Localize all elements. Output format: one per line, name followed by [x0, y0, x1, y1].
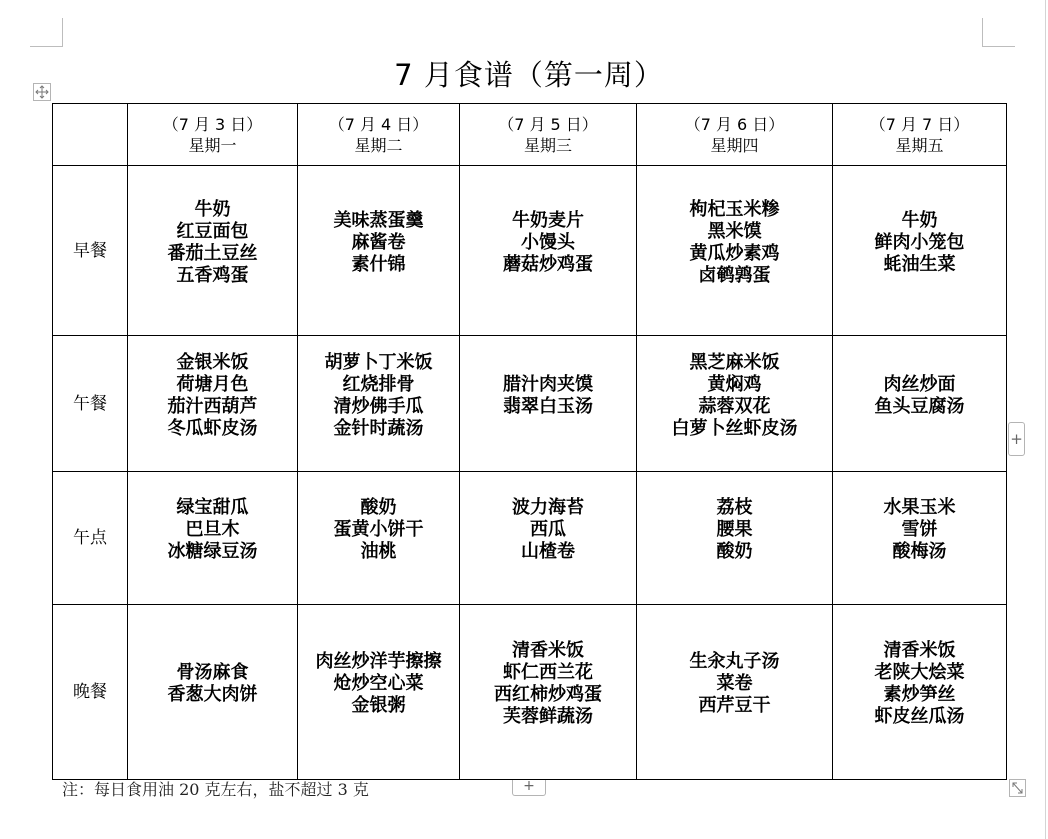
dish-item: 骨汤麻食 — [176, 662, 249, 683]
dish-cell[interactable] — [460, 605, 637, 780]
meal-label[interactable]: 午点 — [53, 472, 128, 605]
menu-table — [52, 103, 1007, 780]
day-header-cell[interactable] — [298, 104, 460, 166]
day-header-cell[interactable] — [460, 104, 637, 166]
window-right-edge — [1045, 0, 1046, 839]
dish-cell[interactable] — [298, 166, 460, 336]
dish-item: 西芹豆干 — [698, 695, 771, 716]
dish-item: 酸奶 — [716, 541, 753, 562]
dish-item: 蛋黄小饼干 — [333, 519, 424, 540]
header-row — [53, 104, 1007, 166]
dish-item: 五香鸡蛋 — [176, 264, 249, 286]
dish-item: 素什锦 — [351, 253, 406, 275]
dish-item: 荔枝 — [716, 497, 753, 518]
meal-label[interactable]: 早餐 — [53, 166, 128, 336]
dish-item: 蘑菇炒鸡蛋 — [503, 253, 593, 275]
dish-item: 雪饼 — [901, 519, 938, 540]
dish-item: 肉丝炒洋芋擦擦 — [315, 651, 442, 672]
dish-item: 茄汁西葫芦 — [167, 395, 258, 417]
dish-item: 素炒笋丝 — [883, 684, 956, 705]
dish-item: 金针时蔬汤 — [333, 417, 424, 439]
crop-mark-top-left-horizontal — [30, 46, 63, 47]
four-arrow-move-icon — [34, 84, 50, 100]
dish-item: 牛奶 — [194, 198, 231, 220]
dish-item: 牛奶麦片 — [512, 209, 584, 231]
dish-cell[interactable] — [128, 166, 298, 336]
dish-item: 虾皮丝瓜汤 — [874, 706, 965, 727]
dish-item: 美味蒸蛋羹 — [333, 209, 424, 231]
dish-item: 老陕大烩菜 — [874, 662, 965, 683]
dish-item: 黄焖鸡 — [707, 373, 762, 395]
dish-item: 冬瓜虾皮汤 — [167, 417, 258, 439]
dish-item: 波力海苔 — [512, 497, 584, 518]
dish-item: 清香米饭 — [883, 640, 956, 661]
dish-cell[interactable] — [833, 166, 1007, 336]
page-title[interactable]: 7 月食谱（第一周） — [394, 58, 664, 92]
dish-cell[interactable] — [128, 336, 298, 472]
dish-item: 肉丝炒面 — [883, 373, 956, 395]
dish-item: 山楂卷 — [521, 541, 575, 562]
meal-label[interactable]: 晚餐 — [53, 605, 128, 780]
dish-item: 生汆丸子汤 — [689, 651, 780, 672]
crop-mark-top-right-vertical — [982, 18, 983, 47]
dish-cell[interactable] — [460, 166, 637, 336]
dish-item: 菜卷 — [716, 673, 753, 694]
add-row-button[interactable]: + — [512, 780, 546, 796]
dish-item: 虾仁西兰花 — [503, 662, 593, 683]
dish-cell[interactable] — [637, 472, 833, 605]
dish-cell[interactable] — [637, 605, 833, 780]
dish-cell[interactable] — [637, 336, 833, 472]
dish-item: 红豆面包 — [176, 220, 249, 242]
meal-row-breakfast — [53, 166, 1007, 336]
dish-cell[interactable] — [298, 336, 460, 472]
dish-item: 小馒头 — [521, 231, 575, 253]
dish-item: 麻酱卷 — [351, 231, 406, 253]
meal-row-snack — [53, 472, 1007, 605]
dish-item: 枸杞玉米糁 — [689, 198, 780, 220]
crop-mark-top-right-horizontal — [982, 46, 1015, 47]
dish-item: 油桃 — [360, 541, 397, 562]
add-column-button[interactable]: + — [1008, 422, 1025, 456]
dish-item: 胡萝卜丁米饭 — [324, 351, 433, 373]
day-weekday: 星期一 — [188, 135, 237, 155]
dish-item: 卤鹌鹑蛋 — [698, 264, 771, 286]
dish-cell[interactable] — [833, 336, 1007, 472]
day-header-cell[interactable] — [833, 104, 1007, 166]
dish-item: 冰糖绿豆汤 — [167, 541, 258, 562]
crop-mark-top-left-vertical — [62, 18, 63, 47]
meal-label[interactable]: 午餐 — [53, 336, 128, 472]
dish-item: 清香米饭 — [512, 640, 584, 661]
dish-item: 蚝油生菜 — [883, 253, 956, 275]
dish-cell[interactable] — [460, 472, 637, 605]
dish-item: 牛奶 — [901, 209, 938, 231]
meal-row-dinner — [53, 605, 1007, 780]
day-weekday: 星期五 — [895, 135, 944, 155]
dish-cell[interactable] — [460, 336, 637, 472]
dish-item: 红烧排骨 — [342, 373, 415, 395]
dish-cell[interactable] — [637, 166, 833, 336]
day-date: （7 月 5 日） — [498, 114, 598, 134]
dish-item: 荷塘月色 — [176, 373, 249, 395]
footnote[interactable]: 注：每日食用油 20 克左右，盐不超过 3 克 — [62, 780, 369, 799]
dish-item: 金银粥 — [351, 695, 406, 716]
dish-item: 酸奶 — [360, 497, 397, 518]
dish-item: 清炒佛手瓜 — [333, 395, 424, 417]
dish-item: 酸梅汤 — [892, 541, 947, 562]
dish-cell[interactable] — [298, 472, 460, 605]
dish-item: 蒜蓉双花 — [698, 395, 771, 417]
day-weekday: 星期三 — [523, 135, 572, 155]
dish-item: 番茄土豆丝 — [167, 242, 258, 264]
dish-item: 翡翠白玉汤 — [503, 395, 593, 417]
table-move-handle[interactable] — [33, 83, 51, 101]
dish-cell[interactable] — [128, 472, 298, 605]
dish-item: 腊汁肉夹馍 — [503, 373, 593, 395]
dish-item: 香葱大肉饼 — [167, 684, 258, 705]
day-date: （7 月 6 日） — [684, 114, 785, 134]
dish-item: 鱼头豆腐汤 — [874, 395, 965, 417]
corner-cell[interactable] — [53, 104, 128, 166]
dish-item: 巴旦木 — [185, 519, 240, 540]
dish-cell[interactable] — [128, 605, 298, 780]
dish-item: 黄瓜炒素鸡 — [689, 242, 780, 264]
dish-cell[interactable] — [833, 472, 1007, 605]
dish-item: 黑芝麻米饭 — [689, 351, 780, 373]
day-date: （7 月 4 日） — [328, 114, 429, 134]
day-weekday: 星期四 — [710, 135, 759, 155]
table-resize-handle[interactable] — [1009, 779, 1026, 797]
day-weekday: 星期二 — [354, 135, 403, 155]
dish-item: 西瓜 — [530, 519, 566, 540]
dish-item: 西红柿炒鸡蛋 — [494, 684, 602, 705]
dish-item: 白萝卜丝虾皮汤 — [671, 417, 798, 439]
dish-item: 金银米饭 — [176, 351, 249, 373]
dish-cell[interactable] — [298, 605, 460, 780]
day-header-cell[interactable] — [128, 104, 298, 166]
dish-item: 芙蓉鲜蔬汤 — [503, 706, 593, 727]
day-date: （7 月 3 日） — [162, 114, 263, 134]
meal-row-lunch — [53, 336, 1007, 472]
day-header-cell[interactable] — [637, 104, 833, 166]
dish-item: 水果玉米 — [883, 497, 956, 518]
dish-item: 腰果 — [716, 519, 753, 540]
dish-item: 炝炒空心菜 — [333, 673, 424, 694]
dish-item: 绿宝甜瓜 — [176, 497, 249, 518]
dish-item: 鲜肉小笼包 — [874, 231, 965, 253]
day-date: （7 月 7 日） — [869, 114, 970, 134]
diagonal-resize-icon — [1010, 780, 1025, 796]
dish-cell[interactable] — [833, 605, 1007, 780]
dish-item: 黑米馍 — [707, 220, 762, 242]
